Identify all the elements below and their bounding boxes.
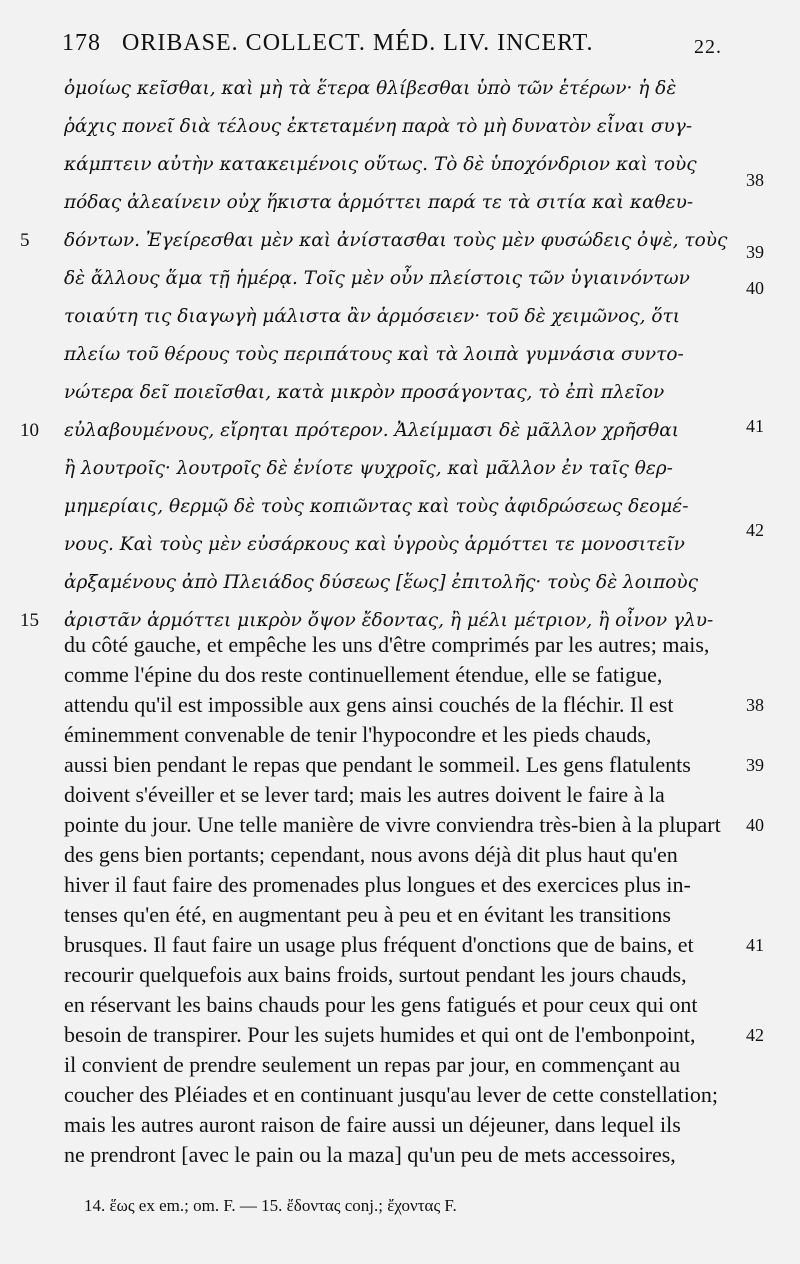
greek-line: νώτερα δεῖ ποιεῖσθαι, κατὰ μικρὸν προσάγοντας, τὸ ἐπὶ πλεῖον: [64, 382, 665, 403]
greek-line: τοιαύτη τις διαγωγὴ μάλιστα ἂν ἁρμόσειεν· τοῦ δὲ χειμῶνος, ὅτι: [64, 306, 681, 327]
greek-line: ῥάχις πονεῖ διὰ τέλους ἐκτεταμένη παρὰ τὸ μὴ δυνατὸν εἶναι συγ-: [64, 116, 693, 137]
section-number: 42: [746, 1025, 764, 1045]
french-line: attendu qu'il est impossible aux gens ainsi couchés de la fléchir. Il est: [64, 692, 674, 717]
french-line: en réservant les bains chauds pour les gens fatigués et pour ceux qui ont: [64, 992, 698, 1017]
section-number: 41: [746, 416, 764, 436]
greek-line: πλείω τοῦ θέρους τοὺς περιπάτους καὶ τὰ λοιπὰ γυμνάσια συντο-: [64, 344, 684, 365]
greek-line: ἀρξαμένους ἀπὸ Πλειάδος δύσεως [ἕως] ἐπιτολῆς· τοὺς δὲ λοιποὺς: [64, 572, 699, 593]
greek-line: ὁμοίως κεῖσθαι, καὶ μὴ τὰ ἕτερα θλίβεσθαι ὑπὸ τῶν ἑτέρων· ἡ δὲ: [64, 78, 677, 99]
greek-line: ἀριστᾶν ἁρμόττει μικρὸν ὄψον ἔδοντας, ἢ μέλι μέτριον, ἢ οἶνον γλυ-: [64, 610, 714, 631]
section-number: 42: [746, 520, 764, 540]
french-line: coucher des Pléiades et en continuant jusqu'au lever de cette constellation;: [64, 1082, 718, 1107]
french-line: il convient de prendre seulement un repas par jour, en commençant au: [64, 1052, 681, 1077]
section-number: 38: [746, 170, 764, 190]
greek-line: κάμπτειν αὐτὴν κατακειμένοις οὕτως. Τὸ δὲ ὑποχόνδριον καὶ τοὺς: [64, 154, 697, 175]
greek-line: νους. Καὶ τοὺς μὲν εὐσάρκους καὶ ὑγροὺς ἁρμόττει τε μονοσιτεῖν: [64, 534, 685, 555]
line-number: 5: [20, 230, 30, 251]
french-line: aussi bien pendant le repas que pendant le sommeil. Les gens flatulents: [64, 752, 691, 777]
greek-line: δόντων. Ἐγείρεσθαι μὲν καὶ ἀνίστασθαι τοὺς μὲν φυσώδεις ὀψὲ, τοὺς: [64, 230, 728, 251]
french-line: pointe du jour. Une telle manière de vivre conviendra très-bien à la plupart: [64, 812, 721, 837]
greek-line: εὐλαβουμένους, εἴρηται πρότερον. Ἀλείμμασι δὲ μᾶλλον χρῆσθαι: [64, 420, 679, 441]
section-number: 40: [746, 815, 764, 835]
french-line: recourir quelquefois aux bains froids, surtout pendant les jours chauds,: [64, 962, 687, 987]
running-title: ORIBASE. COLLECT. MÉD. LIV. INCERT.: [122, 30, 594, 56]
section-number: 38: [746, 695, 764, 715]
french-line: des gens bien portants; cependant, nous avons déjà dit plus haut qu'en: [64, 842, 678, 867]
greek-line: μημερίαις, θερμῷ δὲ τοὺς κοπιῶντας καὶ τοὺς ἀφιδρώσεως δεομέ-: [64, 496, 689, 517]
page-number: 178: [62, 30, 101, 56]
french-line: éminemment convenable de tenir l'hypocondre et les pieds chauds,: [64, 722, 652, 747]
french-line: hiver il faut faire des promenades plus longues et des exercices plus in-: [64, 872, 691, 897]
french-line: comme l'épine du dos reste continuellement étendue, elle se fatigue,: [64, 662, 663, 687]
line-number: 15: [20, 610, 39, 631]
french-line: tenses qu'en été, en augmentant peu à peu et en évitant les transitions: [64, 902, 671, 927]
french-line: mais les autres auront raison de faire aussi un déjeuner, dans lequel ils: [64, 1112, 681, 1137]
greek-line: δὲ ἄλλους ἅμα τῇ ἡμέρᾳ. Τοῖς μὲν οὖν πλείστοις τῶν ὑγιαινόντων: [64, 268, 690, 289]
greek-line: πόδας ἀλεαίνειν οὐχ ἥκιστα ἁρμόττει παρά τε τὰ σιτία καὶ καθευ-: [64, 192, 694, 213]
greek-line: ἢ λουτροῖς· λουτροῖς δὲ ἐνίοτε ψυχροῖς, καὶ μᾶλλον ἐν ταῖς θερ-: [64, 458, 673, 479]
section-number: 41: [746, 935, 764, 955]
french-line: brusques. Il faut faire un usage plus fréquent d'onctions que de bains, et: [64, 932, 694, 957]
section-number: 39: [746, 755, 764, 775]
french-line: ne prendront [avec le pain ou la maza] qu'un peu de mets accessoires,: [64, 1142, 676, 1167]
running-header: [62, 30, 722, 64]
french-line: besoin de transpirer. Pour les sujets humides et qui ont de l'embonpoint,: [64, 1022, 696, 1047]
chapter-number: 22.: [694, 36, 722, 58]
french-line: du côté gauche, et empêche les uns d'être comprimés par les autres; mais,: [64, 632, 710, 657]
section-number: 39: [746, 242, 764, 262]
line-number: 10: [20, 420, 39, 441]
critical-apparatus-footnote: 14. ἕως ex em.; om. F. — 15. ἔδοντας conj.; ἔχοντας F.: [84, 1196, 457, 1215]
section-number: 40: [746, 278, 764, 298]
french-line: doivent s'éveiller et se lever tard; mais les autres doivent le faire à la: [64, 782, 665, 807]
